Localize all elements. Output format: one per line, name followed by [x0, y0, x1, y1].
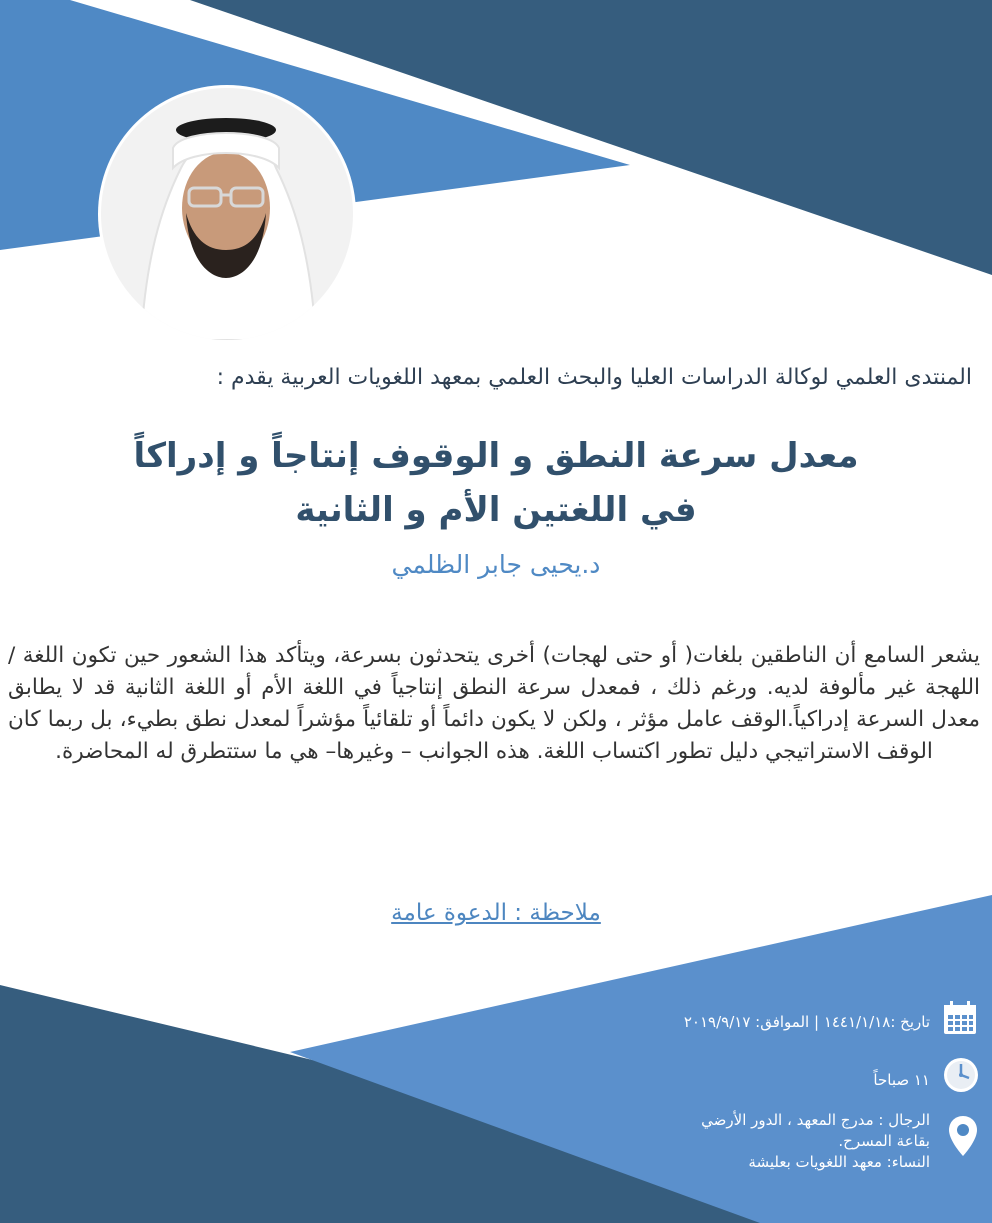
- location-women: النساء: معهد اللغويات بعليشة: [748, 1153, 930, 1171]
- location-pin-icon: [948, 1115, 978, 1157]
- event-time: ١١ صباحاً: [873, 1071, 930, 1089]
- event-date: تاريخ :١٤٤١/١/١٨ | الموافق: ٢٠١٩/٩/١٧: [683, 1013, 930, 1031]
- lecture-title-line-2: في اللغتين الأم و الثانية: [295, 490, 697, 530]
- speaker-name: د.يحيى جابر الظلمي: [391, 550, 601, 579]
- lecture-abstract: يشعر السامع أن الناطقين بلغات( أو حتى لهجات) أخرى يتحدثون بسرعة، ويتأكد هذا الشعور حين تكون اللغة / اللهجة غير مألوفة لديه. ورغم ذلك ، فمعدل سرعة النطق إنتاجياً في اللغة الأم أو اللغة الثانية قد لا يطابق معدل السرعة إدراكياً.الوقف عامل مؤثر ، ولكن لا يكون دائماً أو تلقائياً مؤشراً لمعدل نطق بطيء، بل ربما كان الوقف الاستراتيجي دليل تطور اكتساب اللغة. هذه الجوانب – وغيرها– هي ما ستتطرق له المحاضرة.: [8, 643, 980, 764]
- forum-header: المنتدى العلمي لوكالة الدراسات العليا والبحث العلمي بمعهد اللغويات العربية يقدم :: [216, 365, 972, 390]
- calendar-icon: [942, 1000, 978, 1036]
- location-men-hall: بقاعة المسرح.: [838, 1132, 930, 1150]
- speaker-photo: [101, 88, 353, 340]
- location-men: الرجال : مدرج المعهد ، الدور الأرضي: [701, 1111, 930, 1129]
- event-location: [701, 1110, 930, 1173]
- public-invitation-note[interactable]: ملاحظة : الدعوة عامة: [391, 900, 601, 926]
- clock-icon: [942, 1056, 980, 1094]
- lecture-title-line-1: معدل سرعة النطق و الوقوف إنتاجاً و إدراكاً: [133, 436, 859, 476]
